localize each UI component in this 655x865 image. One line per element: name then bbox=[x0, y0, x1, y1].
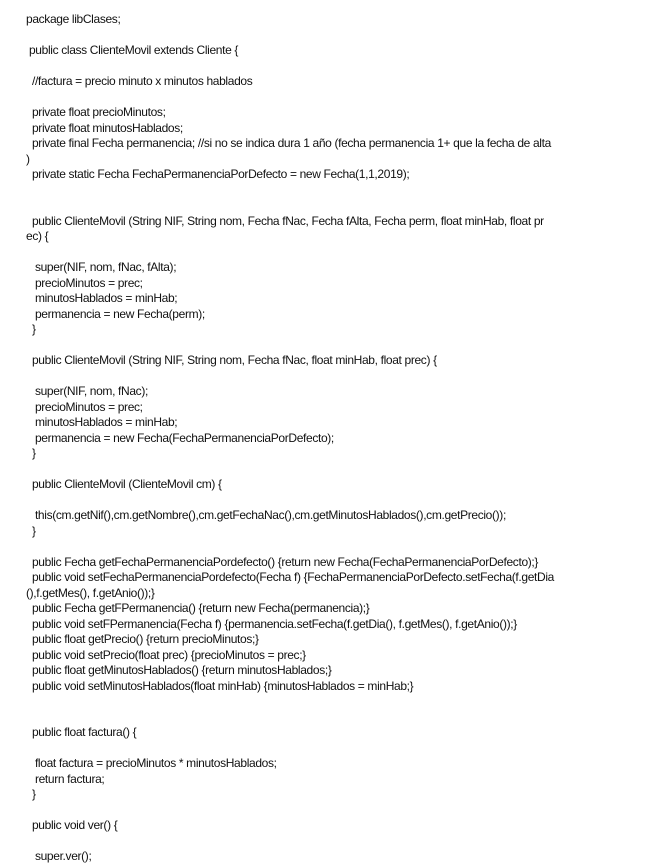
code-line: public Fecha getFechaPermanenciaPordefecto() {return new Fecha(FechaPermanenciaPorDefecto);} bbox=[26, 554, 539, 569]
blank-line bbox=[26, 694, 636, 710]
blank-line bbox=[26, 338, 636, 354]
blank-line bbox=[26, 493, 636, 509]
blank-line bbox=[26, 462, 636, 478]
blank-line bbox=[26, 834, 636, 850]
code-line: super(NIF, nom, fNac); bbox=[26, 384, 148, 398]
code-line: (),f.getMes(), f.getAnio());} bbox=[26, 585, 155, 600]
blank-line bbox=[26, 741, 636, 757]
code-line: permanencia = new Fecha(perm); bbox=[26, 306, 205, 321]
code-line: } bbox=[26, 446, 36, 460]
blank-line bbox=[26, 803, 636, 819]
code-line: precioMinutos = prec; bbox=[26, 399, 143, 414]
code-line: //factura = precio minuto x minutos hablados bbox=[26, 74, 253, 88]
code-line: package libClases; bbox=[26, 12, 121, 26]
code-line: return factura; bbox=[26, 771, 105, 786]
code-line: ec) { bbox=[26, 229, 49, 243]
code-line: private float precioMinutos; bbox=[26, 105, 166, 119]
code-line: ) bbox=[26, 151, 30, 166]
code-line: minutosHablados = minHab; bbox=[26, 415, 178, 429]
blank-line bbox=[26, 539, 636, 555]
code-line: public class ClienteMovil extends Cliente { bbox=[26, 43, 239, 57]
code-line: private final Fecha permanencia; //si no se indica dura 1 año (fecha permanencia 1+ que la fecha de alta bbox=[26, 136, 551, 150]
code-line: } bbox=[26, 322, 36, 336]
code-line: public void setFPermanencia(Fecha f) {permanencia.setFecha(f.getDia(), f.getMes(), f.getAnio());} bbox=[26, 616, 517, 631]
code-line: public void setFechaPermanenciaPordefecto(Fecha f) {FechaPermanenciaPorDefecto.setFecha(f.getDia bbox=[26, 570, 554, 584]
code-line: public ClienteMovil (String NIF, String nom, Fecha fNac, Fecha fAlta, Fecha perm, float minHab, float pr bbox=[26, 213, 544, 228]
code-line: private static Fecha FechaPermanenciaPorDefecto = new Fecha(1,1,2019); bbox=[26, 167, 410, 181]
code-line: public void ver() { bbox=[26, 818, 118, 832]
code-line: } bbox=[26, 787, 36, 801]
code-line: public void setMinutosHablados(float minHab) {minutosHablados = minHab;} bbox=[26, 678, 414, 693]
code-line: super.ver(); bbox=[26, 849, 92, 863]
blank-line bbox=[26, 28, 636, 44]
code-line: minutosHablados = minHab; bbox=[26, 291, 178, 305]
code-line: this(cm.getNif(),cm.getNombre(),cm.getFechaNac(),cm.getMinutosHablados(),cm.getPrecio()); bbox=[26, 508, 506, 522]
blank-line bbox=[26, 369, 636, 385]
code-line: super(NIF, nom, fNac, fAlta); bbox=[26, 260, 177, 274]
code-line: public ClienteMovil (String NIF, String nom, Fecha fNac, float minHab, float prec) { bbox=[26, 353, 437, 367]
code-line: precioMinutos = prec; bbox=[26, 275, 143, 290]
blank-line bbox=[26, 183, 636, 199]
document-body bbox=[26, 12, 636, 865]
code-line: permanencia = new Fecha(FechaPermanenciaPorDefecto); bbox=[26, 430, 334, 445]
blank-line bbox=[26, 710, 636, 726]
code-line: public ClienteMovil (ClienteMovil cm) { bbox=[26, 477, 222, 491]
code-line: public void setPrecio(float prec) {precioMinutos = prec;} bbox=[26, 647, 306, 662]
code-line: } bbox=[26, 523, 36, 538]
code-line: public float getMinutosHablados() {return minutosHablados;} bbox=[26, 663, 332, 677]
code-line: public float getPrecio() {return precioMinutos;} bbox=[26, 632, 259, 646]
blank-line bbox=[26, 59, 636, 75]
code-line: private float minutosHablados; bbox=[26, 120, 183, 135]
code-line: float factura = precioMinutos * minutosHablados; bbox=[26, 756, 277, 770]
blank-line bbox=[26, 198, 636, 214]
blank-line bbox=[26, 245, 636, 261]
code-line: public Fecha getFPermanencia() {return new Fecha(permanencia);} bbox=[26, 601, 370, 615]
blank-line bbox=[26, 90, 636, 106]
code-line: public float factura() { bbox=[26, 725, 137, 739]
